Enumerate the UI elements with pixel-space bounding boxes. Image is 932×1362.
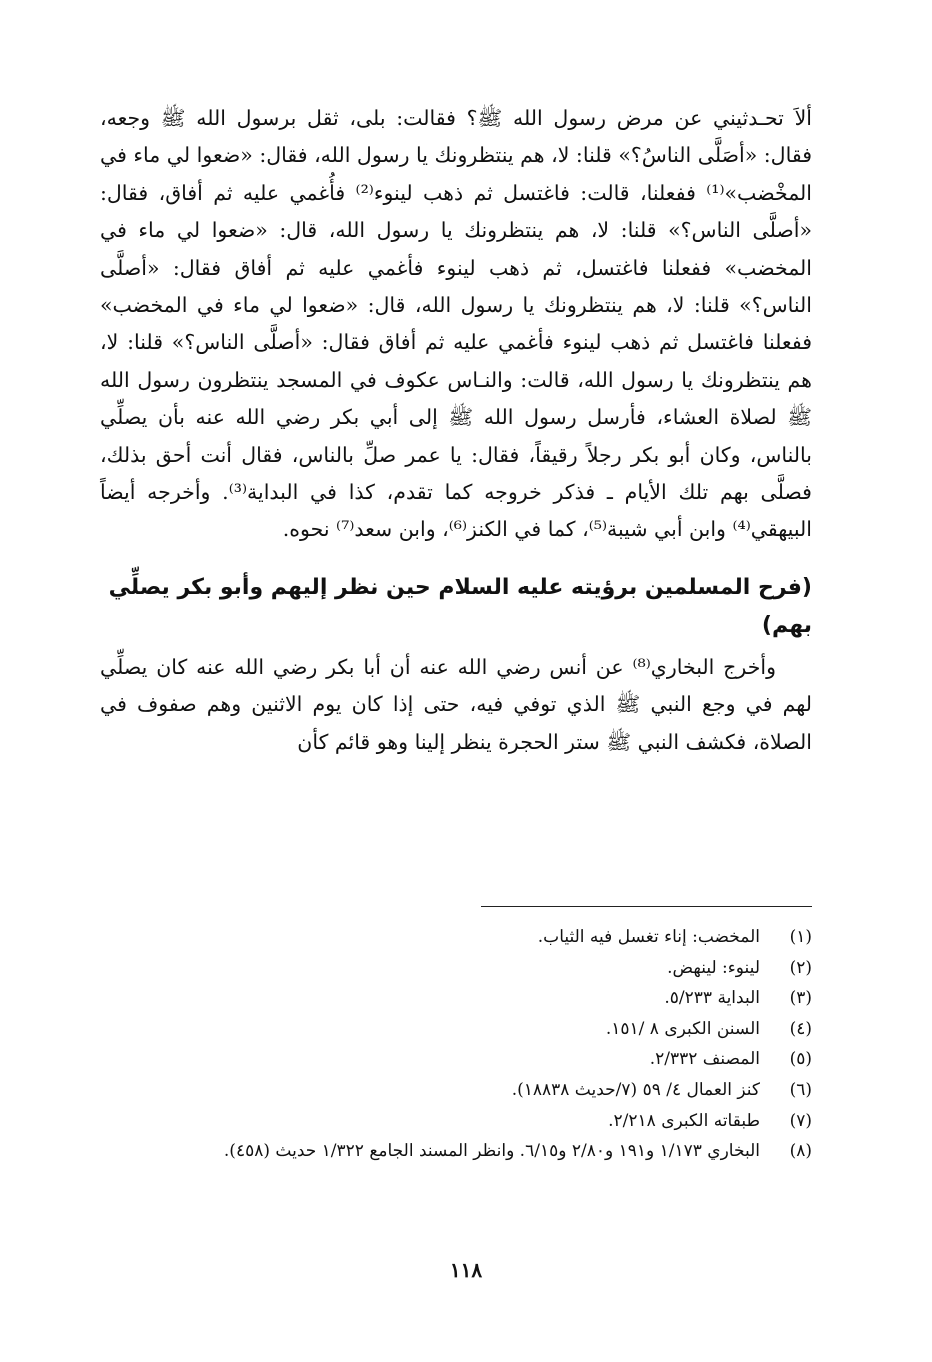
footnotes-list [100,922,812,1167]
page-body [100,100,812,761]
footnote-number: (١) [789,927,812,947]
footnote-text: المخضب: إناء تغسل فيه الثياب. [537,927,760,947]
footnote-item [100,1075,812,1106]
paragraph-2: وأخرج البخاري⁽⁸⁾ عن أنس رضي الله عنه أن أبا بكر رضي الله عنه كان يصلِّي لهم في وجع النبي ﷺ الذي توفي فيه، حتى إذا كان يوم الاثنين وهم صفوف في الصلاة، فكشف النبي ﷺ ستر الحجرة ينظر إلينا وهو قائم كأن [100,654,812,754]
footnote-item [100,1014,812,1045]
footnote-number: (٣) [789,988,812,1009]
footnote-item [100,1044,812,1075]
footnote-text: البخاري ١/١٧٣ و١٩١ و٢/٨٠ و٦/١٥. وانظر المسند الجامع ١/٣٢٢ حديث (٤٥٨). [223,1141,760,1162]
main-text-2 [100,649,812,761]
footnote-item [100,1136,812,1167]
paragraph-1: ألاَ تحـدثيني عن مرض رسول الله ﷺ؟ فقالت: بلى، ثقل برسول الله ﷺ وجعه، فقال: «أصَلَّى الناسُ؟» قلنا: لا، هم ينتظرونك يا رسول الله، فقال: «ضعوا لي ماء في المخْضب»⁽¹⁾ ففعلنا، قالت: فاغتسل ثم ذهب لينوء⁽²⁾ فأُغمي عليه ثم أفاق، فقال: «أصلَّى الناس؟» قلنا: لا، هم ينتظرونك يا رسول الله، قال: «ضعوا لي ماء في المخضب» ففعلنا فاغتسل، ثم ذهب لينوء فأغمي عليه ثم أفاق فقال: «أصلَّى الناس؟» قلنا: لا، هم ينتظرونك يا رسول الله، قال: «ضعوا لي ماء في المخضب» ففعلنا فاغتسل ثم ذهب لينوء فأغمي عليه ثم أفاق فقال: «أصلَّى الناس؟» قلنا: لا، هم ينتظرونك يا رسول الله، قالت: والنـاس عكوف في المسجد ينتظرون رسول الله ﷺ لصلاة العشاء، فأرسل رسول الله ﷺ إلى أبي بكر رضي الله عنه بأن يصلِّي بالناس، وكان أبو بكر رجلاً رقيقاً، فقال: يا عمر صلِّ بالناس، فقال أنت أحق بذلك، فصلَّى بهم تلك الأيام ـ فذكر خروجه كما تقدم، كذا في البداية⁽³⁾. وأخرجه أيضاً البيهقي⁽⁴⁾ وابن أبي شيبة⁽⁵⁾، كما في الكنز⁽⁶⁾، وابن سعد⁽⁷⁾ نحوه. [100,106,812,542]
footnote-text: البداية ٥/٢٣٣. [664,988,760,1009]
section-heading: (فرح المسلمين برؤيته عليه السلام حين نظر إليهم وأبو بكر يصلِّي بهم) [108,574,812,638]
footnote-item [100,1106,812,1137]
footnote-number: (٥) [789,1049,812,1070]
main-text [100,100,812,549]
footnote-divider [481,906,812,907]
footnote-text: لينوء: لينهض. [667,957,760,978]
footnote-item [100,983,812,1014]
footnote-text: السنن الكبرى ٨ /١٥١. [605,1018,760,1039]
page-number: ١١٨ [449,1258,483,1282]
footnote-number: (٦) [789,1079,812,1100]
footnote-number: (٤) [789,1018,812,1039]
footnote-number: (٨) [789,1141,812,1162]
footnote-text: كنز العمال ٤/ ٥٩ (٧/حديث ١٨٨٣٨). [511,1079,760,1100]
footnote-item [100,922,812,953]
footnote-text: طبقاته الكبرى ٢/٢١٨. [608,1110,760,1131]
footnote-item [100,953,812,984]
footnote-number: (٢) [789,957,812,978]
footnote-text: المصنف ٢/٣٣٢. [649,1049,760,1070]
footnote-number: (٧) [789,1110,812,1131]
